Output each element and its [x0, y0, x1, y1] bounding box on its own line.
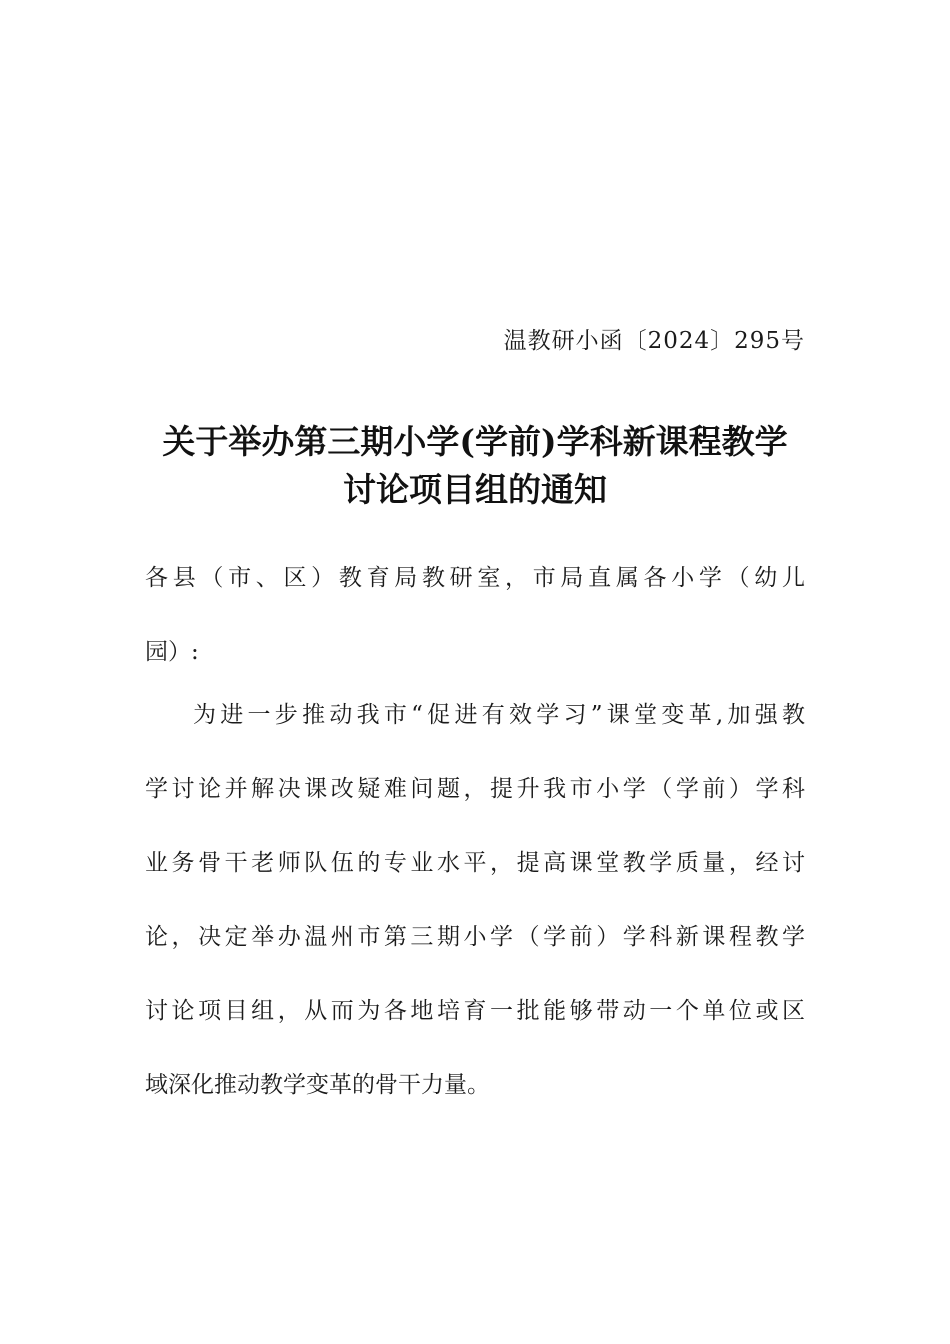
paragraph-line-6: 域深化推动教学变革的骨干力量。	[145, 1072, 490, 1098]
paragraph-line-1: 为进一步推动我市“促进有效学习”课堂变革,加强教	[193, 702, 805, 728]
paragraph-line-4: 论，决定举办温州市第三期小学（学前）学科新课程教学	[145, 924, 805, 950]
salutation	[145, 541, 805, 689]
document-number: 温教研小函〔2024〕295号	[503, 328, 805, 354]
document-title	[145, 418, 805, 514]
paragraph-line-2: 学讨论并解决课改疑难问题，提升我市小学（学前）学科	[145, 776, 805, 802]
title-line-2: 讨论项目组的通知	[343, 470, 607, 509]
salutation-line-2: 园）:	[145, 639, 199, 665]
paragraph-line-3: 业务骨干老师队伍的专业水平，提高课堂教学质量，经讨	[145, 850, 805, 876]
salutation-line-1: 各县（市、区）教育局教研室，市局直属各小学（幼儿	[145, 565, 805, 591]
body-paragraph	[145, 678, 805, 1122]
title-line-1: 关于举办第三期小学(学前)学科新课程教学	[162, 422, 788, 461]
paragraph-line-5: 讨论项目组，从而为各地培育一批能够带动一个单位或区	[145, 998, 805, 1024]
